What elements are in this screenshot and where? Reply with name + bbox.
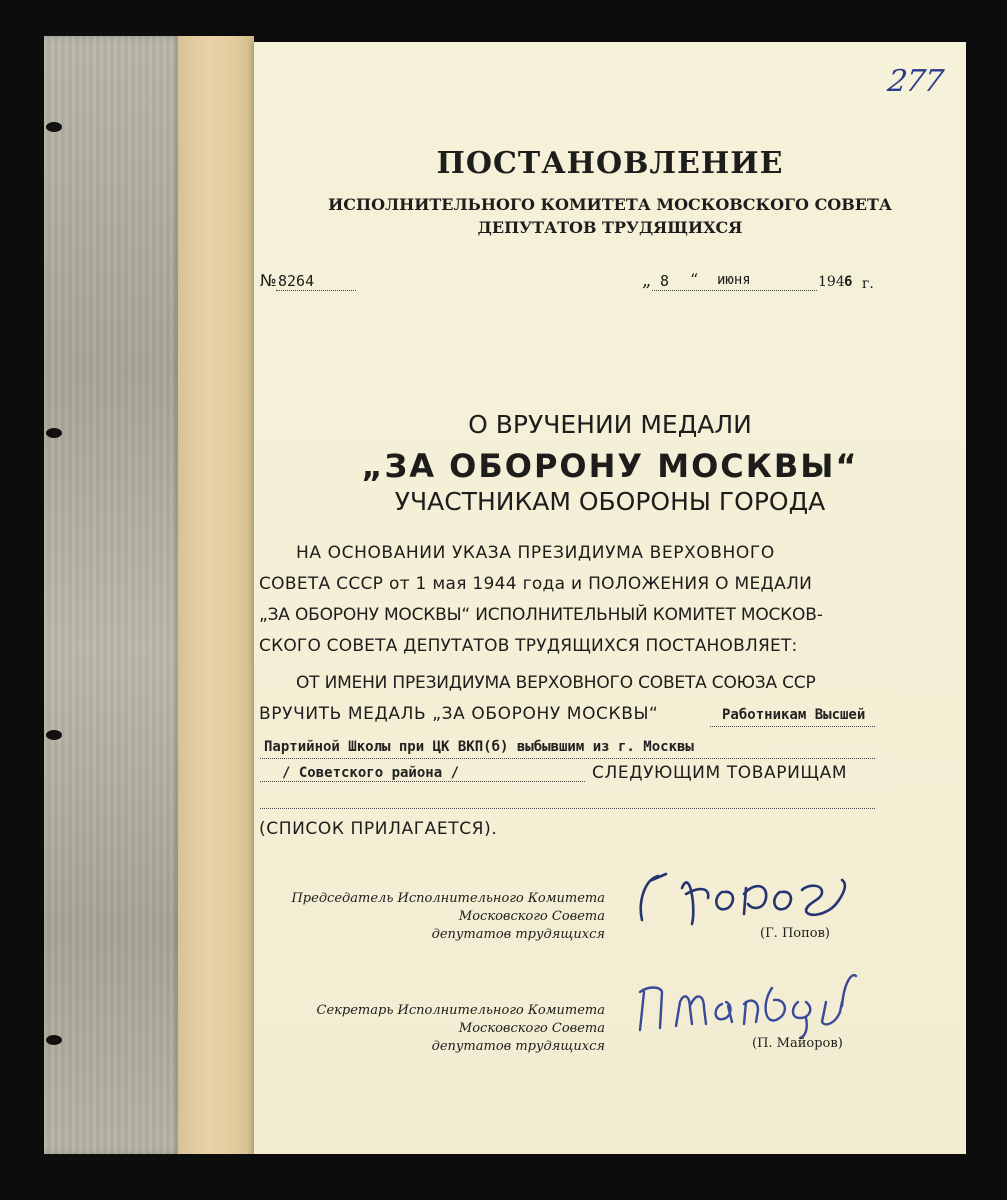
chairman-title-line1: Председатель Исполнительного Комитета: [291, 891, 605, 906]
number-underline: [276, 290, 356, 291]
secretary-title: [280, 1002, 605, 1056]
secretary-title-line3: депутатов трудящихся: [431, 1039, 605, 1054]
chairman-signature: [630, 858, 870, 938]
heading-line3: УЧАСТНИКАМ ОБОРОНЫ ГОРОДА: [394, 487, 826, 516]
secretary-title-line1: Секретарь Исполнительного Комитета: [316, 1003, 605, 1018]
fill-underline: [710, 726, 875, 727]
para2-line2: ВРУЧИТЬ МЕДАЛЬ „ЗА ОБОРОНУ МОСКВЫ“: [259, 704, 659, 724]
para1-line3: „ЗА ОБОРОНУ МОСКВЫ“ ИСПОЛНИТЕЛЬНЫЙ КОМИТЕТ МОСКОВ-: [259, 605, 823, 625]
chairman-title: [280, 890, 605, 944]
typed-recipients-line3: / Советского района /: [282, 765, 460, 781]
heading-line1: О ВРУЧЕНИИ МЕДАЛИ: [468, 410, 752, 439]
punch-hole: [46, 1035, 62, 1045]
list-note: (СПИСОК ПРИЛАГАЕТСЯ).: [259, 819, 498, 839]
date-year-digit: 6: [844, 274, 853, 290]
chairman-name: (Г. Попов): [760, 926, 830, 941]
punch-hole: [46, 122, 62, 132]
para2-tail: СЛЕДУЮЩИМ ТОВАРИЩАМ: [592, 763, 848, 783]
binding-tape: [178, 36, 254, 1154]
chairman-title-line2: Московского Совета: [458, 909, 605, 924]
document-subtitle-line2: ДЕПУТАТОВ ТРУДЯЩИХСЯ: [477, 218, 743, 237]
fill-underline: [260, 758, 875, 759]
date-underline: [652, 290, 817, 291]
fill-underline: [260, 808, 875, 809]
document-title: ПОСТАНОВЛЕНИЕ: [436, 146, 784, 181]
punch-hole: [46, 428, 62, 438]
date-close-quote: “: [690, 270, 699, 289]
archive-page-number: 277: [885, 64, 945, 99]
date-year-prefix: 194: [818, 274, 845, 290]
typed-recipients-line1: Работникам Высшей: [722, 707, 866, 723]
date-month: июня: [717, 272, 751, 288]
typed-recipients-line2: Партийной Школы при ЦК ВКП(б) выбывшим из г. Москвы: [264, 739, 694, 755]
secretary-name: (П. Майоров): [752, 1036, 843, 1051]
date-open-quote: „: [642, 270, 652, 291]
para1-line4: СКОГО СОВЕТА ДЕПУТАТОВ ТРУДЯЩИХСЯ ПОСТАНОВЛЯЕТ:: [259, 636, 798, 656]
document-subtitle-line1: ИСПОЛНИТЕЛЬНОГО КОМИТЕТА МОСКОВСКОГО СОВЕТА: [328, 195, 892, 214]
date-year-suffix: г.: [862, 276, 874, 292]
binding-strip: [44, 36, 184, 1154]
secretary-title-line2: Московского Совета: [458, 1021, 605, 1036]
punch-hole: [46, 730, 62, 740]
heading-medal-name: „ЗА ОБОРОНУ МОСКВЫ“: [361, 447, 859, 485]
para1-line1: НА ОСНОВАНИИ УКАЗА ПРЕЗИДИУМА ВЕРХОВНОГО: [296, 543, 775, 563]
para2-line1: ОТ ИМЕНИ ПРЕЗИДИУМА ВЕРХОВНОГО СОВЕТА СОЮЗА ССР: [296, 673, 816, 693]
secretary-signature: [630, 962, 870, 1042]
para1-line2: СОВЕТА СССР от 1 мая 1944 года и ПОЛОЖЕНИЯ О МЕДАЛИ: [259, 574, 813, 594]
date-day: 8: [660, 272, 670, 290]
document-number: 8264: [278, 272, 315, 290]
chairman-title-line3: депутатов трудящихся: [431, 927, 605, 942]
number-prefix: №: [260, 271, 277, 290]
fill-underline: [260, 781, 585, 782]
